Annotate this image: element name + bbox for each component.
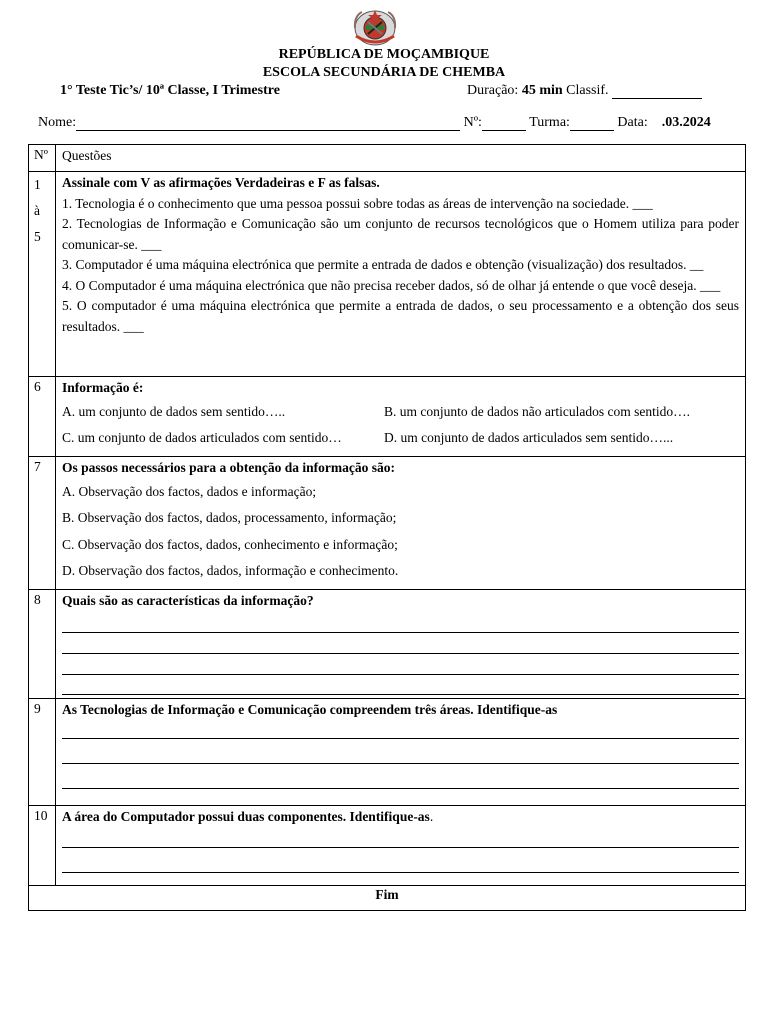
q9-answer-line[interactable] xyxy=(62,739,739,764)
q10-title-suffix: . xyxy=(429,808,434,824)
q1-statement-5: 5. O computador é uma máquina electrónica que permite a entrada de dados, o seu processamento e a obtenção dos seus resultados. ___ xyxy=(62,298,739,334)
q6-option-a[interactable]: A. um conjunto de dados sem sentido….. xyxy=(62,403,286,419)
question-row-6 xyxy=(29,377,746,457)
number-field[interactable] xyxy=(482,130,526,131)
mozambique-emblem-icon xyxy=(350,6,400,48)
q6-option-b[interactable]: B. um conjunto de dados não articulados com sentido…. xyxy=(384,403,690,419)
q1-statement-1: 1. Tecnologia é o conhecimento que uma pessoa possui sobre todas as áreas de intervenção na sociedade. ___ xyxy=(62,195,653,211)
q10-title-line xyxy=(62,807,739,828)
q7-option-c[interactable]: C. Observação dos factos, dados, conhecimento e informação; xyxy=(62,536,398,552)
q1-statement-3: 3. Computador é uma máquina electrónica que permite a entrada de dados e obtenção (visualização) dos resultados. __ xyxy=(62,257,704,272)
date-label: Data: xyxy=(617,115,648,130)
end-row xyxy=(29,885,746,910)
country-title: REPÚBLICA DE MOÇAMBIQUE xyxy=(278,47,490,62)
q10-answer-line[interactable] xyxy=(62,848,739,873)
q10-title: A área do Computador possui duas componentes. Identifique-as xyxy=(62,808,430,824)
q8-answer-line[interactable] xyxy=(62,675,739,695)
duration-label: Duração: xyxy=(467,83,519,98)
q1-title: Assinale com V as afirmações Verdadeiras e F as falsas. xyxy=(62,175,380,190)
q8-answer-line[interactable] xyxy=(62,612,739,633)
q8-body xyxy=(56,590,746,699)
q9-num: 9 xyxy=(29,698,56,805)
col-questions-header: Questões xyxy=(56,145,746,172)
q7-option-b[interactable]: B. Observação dos factos, dados, processamento, informação; xyxy=(62,510,397,525)
q6-title: Informação é: xyxy=(62,380,144,395)
q9-answer-line[interactable] xyxy=(62,720,739,739)
q7-body xyxy=(56,457,746,590)
q1-statement-4: 4. O Computador é uma máquina electrónica que não precisa receber dados, só de olhar já entende o que você deseja. ___ xyxy=(62,277,721,293)
q9-title: As Tecnologias de Informação e Comunicação compreendem três áreas. Identifique-as xyxy=(62,701,558,717)
q8-num: 8 xyxy=(29,590,56,699)
q8-answer-line[interactable] xyxy=(62,654,739,675)
q9-answer-line[interactable] xyxy=(62,764,739,789)
q8-title: Quais são as características da informação? xyxy=(62,593,314,608)
q1-body xyxy=(56,172,746,377)
test-title: 1° Teste Tic’s/ 10ª Classe, I Trimestre xyxy=(60,83,280,98)
question-row-10 xyxy=(29,805,746,885)
end-label: Fim xyxy=(29,885,746,910)
q6-option-c[interactable]: C. um conjunto de dados articulados com sentido… xyxy=(62,429,342,445)
q6-num: 6 xyxy=(29,377,56,457)
question-row-9 xyxy=(29,698,746,805)
table-header-row xyxy=(29,145,746,172)
col-num-header: Nº xyxy=(29,145,56,172)
q6-option-d[interactable]: D. um conjunto de dados articulados sem sentido…... xyxy=(384,429,674,445)
classif-label: Classif. xyxy=(566,83,609,98)
student-info-row xyxy=(38,115,711,131)
questions-table xyxy=(28,144,746,911)
class-field[interactable] xyxy=(570,130,614,131)
number-label: Nº: xyxy=(463,115,482,130)
q10-body xyxy=(56,805,746,885)
q7-num: 7 xyxy=(29,457,56,590)
q6-body xyxy=(56,377,746,457)
q7-option-a[interactable]: A. Observação dos factos, dados e informação; xyxy=(62,483,317,499)
q1-statement-2: 2. Tecnologias de Informação e Comunicação são um conjunto de recursos tecnológicos que o Homem utiliza para poder comunicar-se. ___ xyxy=(62,216,739,252)
name-label: Nome: xyxy=(38,115,77,130)
name-field[interactable] xyxy=(76,130,460,131)
question-row-7 xyxy=(29,457,746,590)
q7-title: Os passos necessários para a obtenção da informação são: xyxy=(62,460,395,475)
school-title: ESCOLA SECUNDÁRIA DE CHEMBA xyxy=(262,65,506,80)
q7-option-d[interactable]: D. Observação dos factos, dados, informação e conhecimento. xyxy=(62,563,399,578)
duration-row xyxy=(467,83,702,99)
q1-num: 1 à 5 xyxy=(29,172,56,377)
classif-field[interactable] xyxy=(612,98,702,99)
question-row-1-5 xyxy=(29,172,746,377)
q9-body xyxy=(56,698,746,805)
q8-answer-line[interactable] xyxy=(62,633,739,654)
q10-answer-line[interactable] xyxy=(62,827,739,848)
question-row-8 xyxy=(29,590,746,699)
date-value: .03.2024 xyxy=(661,115,711,130)
class-label: Turma: xyxy=(529,115,570,130)
q10-num: 10 xyxy=(29,805,56,885)
duration-value: 45 min xyxy=(521,83,563,98)
